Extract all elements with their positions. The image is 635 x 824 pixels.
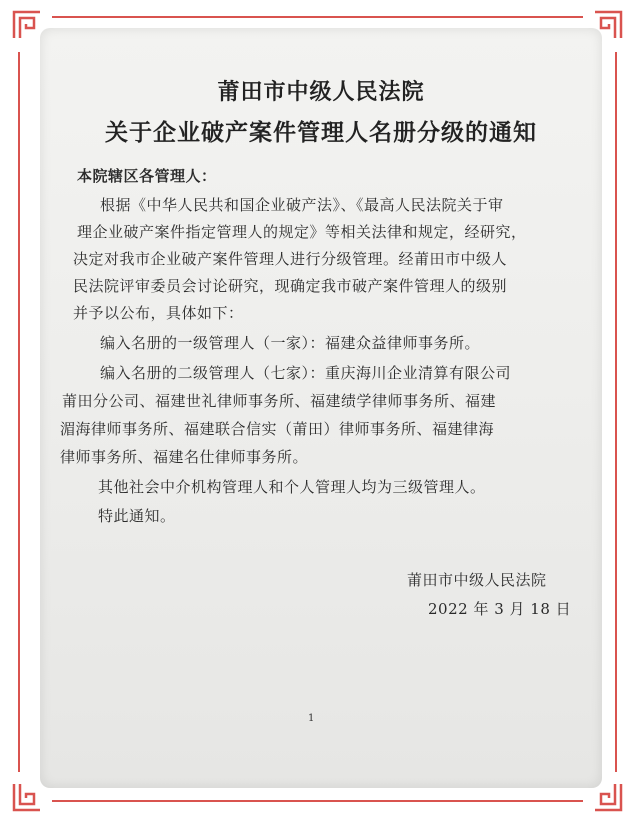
paragraph-line: 理企业破产案件指定管理人的规定》等相关法律和规定，经研究， — [77, 223, 527, 241]
document-paper — [40, 28, 602, 788]
paragraph-line: 湄海律师事务所、福建联合信实（莆田）律师事务所、福建律海 — [60, 420, 495, 438]
frame-right-border — [615, 52, 617, 772]
salutation: 本院辖区各管理人： — [77, 167, 217, 185]
document-title-subject: 关于企业破产案件管理人名册分级的通知 — [105, 119, 537, 146]
paragraph-line: 编入名册的二级管理人（七家）：重庆海川企业清算有限公司 — [100, 364, 512, 382]
frame-corner-ornament-icon — [10, 8, 44, 42]
paragraph-line: 其他社会中介机构管理人和个人管理人均为三级管理人。 — [98, 478, 486, 496]
paragraph-line: 民法院评审委员会讨论研究，现确定我市破产案件管理人的级别 — [73, 277, 508, 295]
frame-left-border — [18, 52, 20, 772]
paragraph-line: 编入名册的一级管理人（一家）：福建众益律师事务所。 — [100, 334, 481, 352]
paragraph-line: 并予以公布，具体如下： — [73, 304, 244, 322]
paragraph-line: 律师事务所、福建名仕律师事务所。 — [60, 448, 309, 466]
document-title-issuer: 莆田市中级人民法院 — [217, 79, 425, 105]
paragraph-line: 决定对我市企业破产案件管理人进行分级管理。经莆田市中级人 — [73, 250, 508, 268]
signature-date: 2022 年 3 月 18 日 — [428, 600, 572, 618]
signature-issuer: 莆田市中级人民法院 — [407, 571, 547, 589]
paragraph-line: 莆田分公司、福建世礼律师事务所、福建绩学律师事务所、福建 — [62, 392, 497, 410]
page-number: 1 — [308, 713, 315, 724]
frame-top-border — [52, 16, 583, 18]
paragraph-line: 根据《中华人民共和国企业破产法》、《最高人民法院关于审 — [100, 196, 504, 214]
frame-corner-ornament-icon — [10, 780, 44, 814]
frame-bottom-border — [52, 800, 583, 802]
paragraph-line: 特此通知。 — [98, 507, 176, 525]
